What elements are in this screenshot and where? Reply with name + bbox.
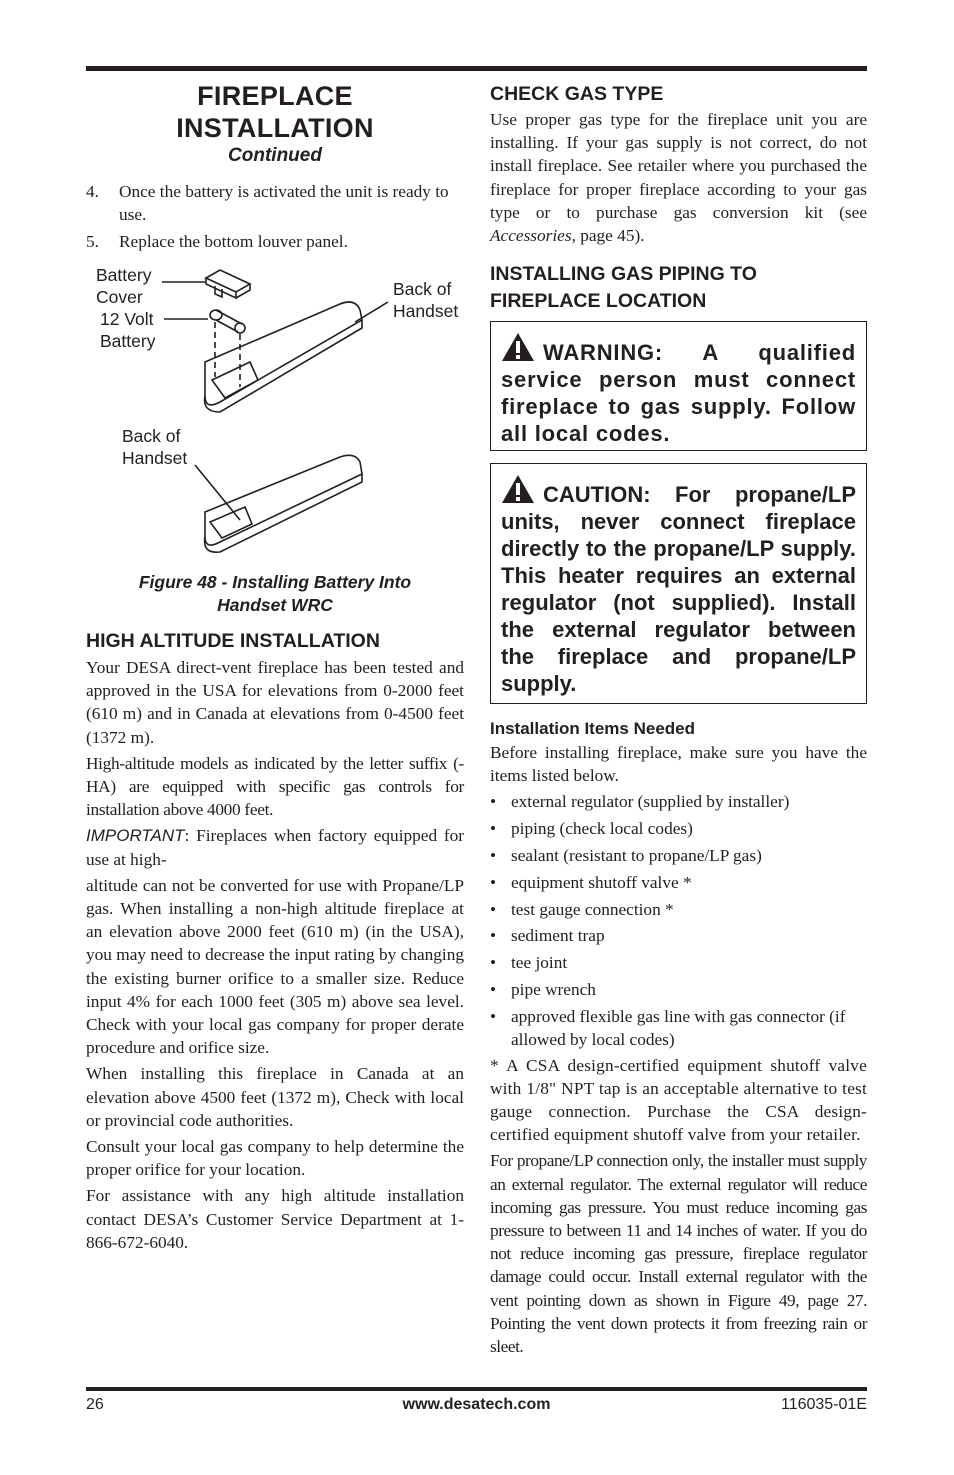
handset-bottom-icon bbox=[205, 455, 362, 552]
important-text: : Fireplaces when factory equipped for use at high- bbox=[86, 826, 464, 869]
bullet-icon: • bbox=[490, 979, 497, 999]
battery-icon bbox=[210, 310, 245, 333]
warning-triangle-icon bbox=[501, 332, 535, 362]
bullet-icon: • bbox=[490, 846, 497, 865]
label-back-of-handset-bottom: Back of Handset bbox=[122, 426, 188, 468]
list-item-text: test gauge connection * bbox=[511, 899, 674, 919]
high-altitude-p3: altitude can not be converted for use with Propane/LP gas. When installing a non-high altitude fireplace at an elevation above 2000 feet (610 m) (in the USA), you may need to decrease the input rating by changing the existing burner orifice to a smaller size. Reduce input 4% for each 1000 feet (305 m) above sea level. Check with your local gas company for proper derate procedure and orifice size. bbox=[86, 875, 464, 1058]
bullet-icon: • bbox=[490, 953, 497, 973]
list-item-text: tee joint bbox=[511, 953, 568, 973]
page-subtitle: Continued bbox=[228, 145, 322, 166]
caution-box bbox=[490, 463, 867, 704]
title-line-2: INSTALLATION bbox=[176, 113, 374, 143]
list-item-text: sediment trap bbox=[511, 926, 605, 946]
list-item bbox=[490, 951, 867, 974]
bottom-rule bbox=[86, 1387, 867, 1391]
items-needed-list bbox=[490, 790, 867, 1050]
bullet-icon: • bbox=[490, 926, 497, 946]
bullet-icon: • bbox=[490, 1006, 497, 1026]
page-title bbox=[86, 80, 464, 144]
high-altitude-section bbox=[86, 628, 464, 1254]
list-item bbox=[490, 790, 867, 813]
list-item-text: sealant (resistant to propane/LP gas) bbox=[511, 846, 762, 865]
list-item-text: equipment shutoff valve * bbox=[511, 872, 692, 892]
caution-triangle-icon bbox=[501, 474, 535, 504]
step-text: Once the battery is activated the unit is ready to use. bbox=[119, 182, 449, 224]
step-number: 4. bbox=[86, 182, 99, 201]
important-note bbox=[86, 824, 464, 870]
label-battery: 12 Volt Battery bbox=[100, 309, 156, 351]
piping-heading bbox=[490, 261, 867, 315]
figure-caption: Figure 48 - Installing Battery Into Handset WRC bbox=[138, 572, 412, 615]
high-altitude-p5: Consult your local gas company to help determine the proper orifice for your location. bbox=[86, 1137, 464, 1180]
title-line-1: FIREPLACE bbox=[197, 81, 353, 111]
step-number: 5. bbox=[86, 232, 99, 251]
high-altitude-heading: HIGH ALTITUDE INSTALLATION bbox=[86, 630, 380, 652]
list-item bbox=[490, 844, 867, 867]
bullet-icon: • bbox=[490, 899, 497, 919]
handset-battery-illustration bbox=[150, 262, 470, 562]
check-gas-section bbox=[490, 81, 867, 247]
label-back-of-handset-top: Back of Handset bbox=[393, 279, 459, 321]
battery-cover-icon bbox=[206, 270, 250, 298]
footer-url: www.desatech.com bbox=[402, 1396, 551, 1413]
propane-note: For propane/LP connection only, the installer must supply an external regulator. The external regulator will reduce incoming gas pressure. You must reduce incoming gas pressure to between 11 and 14 inches of water. If you do not reduce incoming gas pressure, fireplace regulator damage could occur. Install external regulator with the vent pointing down as shown in Figure 49, page 27. Pointing the vent down protects it from freezing rain or sleet. bbox=[490, 1151, 867, 1357]
step-5 bbox=[86, 230, 464, 253]
page-number: 26 bbox=[86, 1396, 104, 1413]
bullet-icon: • bbox=[490, 819, 497, 839]
piping-heading-line-1: INSTALLING GAS PIPING TO bbox=[490, 263, 757, 285]
items-needed-section bbox=[490, 718, 867, 1358]
check-gas-heading: CHECK GAS TYPE bbox=[490, 83, 664, 105]
list-item bbox=[490, 817, 867, 840]
piping-heading-line-2: FIREPLACE LOCATION bbox=[490, 290, 707, 312]
list-item-text: external regulator (supplied by installer) bbox=[511, 792, 790, 812]
items-needed-intro: Before installing fireplace, make sure you have the items listed below. bbox=[490, 743, 867, 786]
high-altitude-p2: High-altitude models as indicated by the letter suffix (-HA) are equipped with specific gas controls for installation above 4000 feet. bbox=[86, 753, 464, 820]
top-rule bbox=[86, 66, 867, 71]
shutoff-valve-note: * A CSA design-certified equipment shutoff valve with 1/8" NPT tap is an acceptable alternative to test gauge connection. Purchase the CSA design-certified equipment shutoff valve from your retailer. bbox=[490, 1055, 867, 1145]
list-item bbox=[490, 978, 867, 1001]
handset-top-icon bbox=[205, 302, 362, 412]
high-altitude-p4: When installing this fireplace in Canada at an elevation above 4500 feet (1372 m), Check with local or provincial code authorities. bbox=[86, 1064, 464, 1130]
list-item-text: pipe wrench bbox=[511, 979, 596, 999]
high-altitude-p6: For assistance with any high altitude installation contact DESA’s Customer Service Department at 1-866-672-6040. bbox=[86, 1186, 464, 1252]
caution-text: CAUTION: For propane/LP units, never connect fireplace directly to the propane/LP supply. This heater requires an external regulator (not supplied). Install the external regulator between the fireplace and propane/LP supply. bbox=[501, 482, 856, 696]
step-4 bbox=[86, 180, 464, 226]
list-item-text: approved flexible gas line with gas connector (if allowed by local codes) bbox=[511, 1006, 846, 1049]
document-code: 116035-01E bbox=[781, 1396, 867, 1413]
label-battery-cover: Battery Cover bbox=[96, 265, 152, 307]
warning-text: WARNING: A qualified service person must connect fireplace to gas supply. Follow all local codes. bbox=[501, 340, 856, 446]
important-label: IMPORTANT bbox=[86, 826, 185, 846]
bullet-icon: • bbox=[490, 792, 497, 812]
list-item bbox=[490, 871, 867, 894]
list-item bbox=[490, 1005, 867, 1051]
list-item bbox=[490, 898, 867, 921]
items-needed-heading: Installation Items Needed bbox=[490, 719, 695, 738]
list-item bbox=[490, 924, 867, 947]
high-altitude-p1: Your DESA direct-vent fireplace has been tested and approved in the USA for elevations from 0-2000 feet (610 m) and in Canada at elevations from 0-4500 feet (1372 m). bbox=[86, 658, 464, 747]
check-gas-text: Use proper gas type for the fireplace unit you are installing. If your gas supply is not correct, do not install fireplace. See retailer where you purchased the fireplace for proper fireplace according to your gas type or to purchase gas conversion kit (see Accessories, page 45). bbox=[490, 110, 867, 246]
list-item-text: piping (check local codes) bbox=[511, 819, 693, 839]
step-text: Replace the bottom louver panel. bbox=[119, 232, 348, 251]
bullet-icon: • bbox=[490, 872, 497, 892]
warning-box bbox=[490, 321, 867, 451]
